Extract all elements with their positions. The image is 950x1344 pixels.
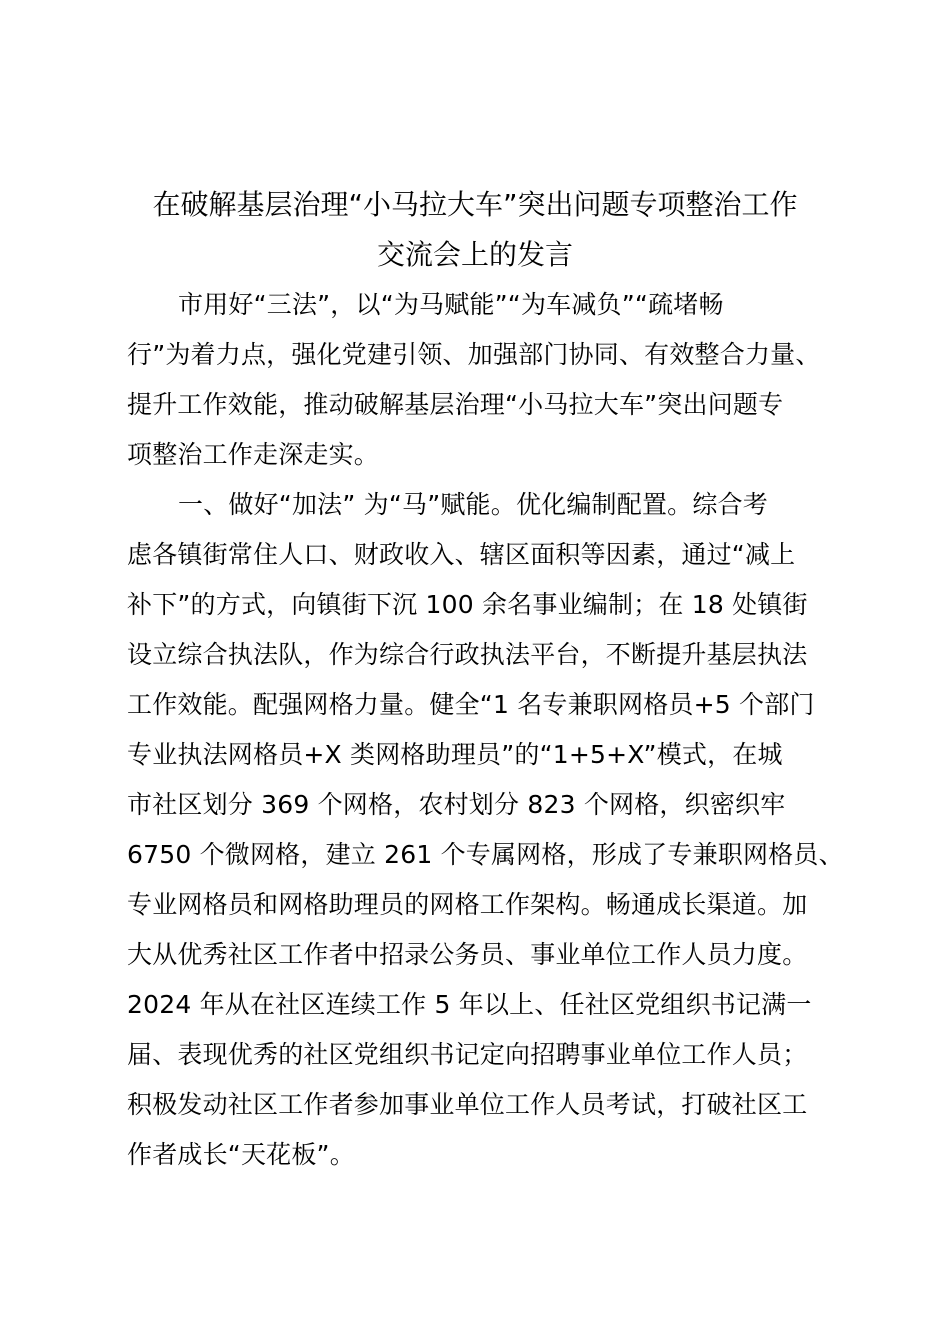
paragraph-line: 设立综合执法队，作为综合行政执法平台，不断提升基层执法 [127, 640, 808, 669]
paragraph-line: 大从优秀社区工作者中招录公务员、事业单位工作人员力度。 [127, 940, 808, 969]
paragraph-line: 6750 个微网格，建立 261 个专属网格，形成了专兼职网格员、 [127, 840, 844, 869]
document-title-line-2: 交流会上的发言 [376, 238, 573, 271]
paragraph-line: 虑各镇街常住人口、财政收入、辖区面积等因素，通过“减上 [127, 540, 796, 569]
paragraph-line: 专业网格员和网格助理员的网格工作架构。畅通成长渠道。加 [127, 890, 808, 919]
paragraph-line: 市社区划分 369 个网格，农村划分 823 个网格，织密织牢 [127, 790, 786, 819]
paragraph-line: 届、表现优秀的社区党组织书记定向招聘事业单位工作人员； [127, 1040, 808, 1069]
document-title-line-1: 在破解基层治理“小马拉大车”突出问题专项整治工作 [152, 188, 798, 221]
paragraph-line: 项整治工作走深走实。 [127, 440, 380, 469]
paragraph-line: 补下”的方式，向镇街下沉 100 余名事业编制；在 18 处镇街 [127, 590, 808, 619]
paragraph-line: 专业执法网格员+X 类网格助理员”的“1+5+X”模式，在城 [127, 740, 783, 769]
paragraph-line: 工作效能。配强网格力量。健全“1 名专兼职网格员+5 个部门 [127, 690, 815, 719]
paragraph-line: 市用好“三法”，以“为马赋能”“为车减负”“疏堵畅 [178, 290, 724, 319]
paragraph-line: 一、做好“加法” 为“马”赋能。优化编制配置。综合考 [178, 490, 768, 519]
paragraph-line: 作者成长“天花板”。 [127, 1140, 355, 1169]
paragraph-line: 积极发动社区工作者参加事业单位工作人员考试，打破社区工 [127, 1090, 808, 1119]
paragraph-line: 2024 年从在社区连续工作 5 年以上、任社区党组织书记满一 [127, 990, 812, 1019]
paragraph-line: 提升工作效能，推动破解基层治理“小马拉大车”突出问题专 [127, 390, 784, 419]
paragraph-line: 行”为着力点，强化党建引领、加强部门协同、有效整合力量、 [127, 340, 821, 369]
